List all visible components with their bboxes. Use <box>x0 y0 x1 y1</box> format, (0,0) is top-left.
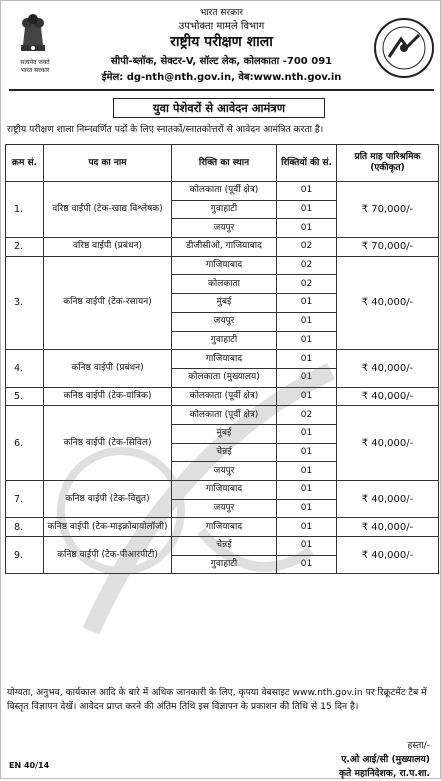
table-header-row <box>6 145 439 182</box>
table-row <box>6 256 439 275</box>
vacancy-location: गुवाहाटी <box>172 331 277 350</box>
vacancy-location: गुवाहाटी <box>172 200 277 219</box>
table-row <box>6 238 439 257</box>
table-row <box>6 182 439 201</box>
vacancy-count: 01 <box>277 499 337 518</box>
vacancy-location: गुवाहाटी <box>172 555 277 574</box>
col-header-location: रिक्ति का स्थान <box>172 145 277 182</box>
vacancy-count: 01 <box>277 182 337 201</box>
serial-number: 2. <box>6 238 44 257</box>
serial-number: 1. <box>6 182 44 238</box>
vacancy-count: 01 <box>277 481 337 500</box>
vacancy-count: 01 <box>277 555 337 574</box>
vacancy-count: 01 <box>277 200 337 219</box>
vacancy-table <box>5 144 439 574</box>
signature-block <box>339 739 430 781</box>
vacancy-count: 01 <box>277 424 337 443</box>
serial-number: 4. <box>6 350 44 387</box>
vacancy-location: गाजियाबाद <box>172 481 277 500</box>
monthly-remuneration: ₹ 40,000/- <box>337 256 439 349</box>
monthly-remuneration: ₹ 70,000/- <box>337 238 439 257</box>
col-header-post: पद का नाम <box>44 145 172 182</box>
monthly-remuneration: ₹ 40,000/- <box>337 387 439 406</box>
nth-seal-icon <box>373 17 435 79</box>
vacancy-count: 02 <box>277 256 337 275</box>
vacancy-count: 01 <box>277 443 337 462</box>
address-line: सीपी-ब्लॉक, सेक्टर-V, सॉल्ट लेक, कोलकाता -700 091 <box>110 56 333 67</box>
monthly-remuneration: ₹ 70,000/- <box>337 182 439 238</box>
contact-line: ईमेल: dg-nth@nth.gov.in, वेब:www.nth.gov.in <box>101 72 342 83</box>
vacancy-location: जयपुर <box>172 312 277 331</box>
vacancy-location: गाजियाबाद <box>172 256 277 275</box>
vacancy-count: 01 <box>277 387 337 406</box>
table-row <box>6 350 439 369</box>
vacancy-count: 01 <box>277 294 337 313</box>
vacancy-table-body <box>6 182 439 574</box>
vacancy-location: कोलकाता <box>172 275 277 294</box>
vacancy-count: 01 <box>277 537 337 556</box>
table-row <box>6 406 439 425</box>
header <box>1 1 441 93</box>
post-name: कनिष्ठ वाईपी (टेक-सिविल) <box>44 406 172 481</box>
serial-number: 3. <box>6 256 44 349</box>
vacancy-count: 02 <box>277 406 337 425</box>
vacancy-location: कोलकाता (पूर्वी क्षेत्र) <box>172 406 277 425</box>
vacancy-location: कोलकाता (पूर्वी क्षेत्र) <box>172 182 277 201</box>
col-header-pay: प्रति माह पारिश्रमिक (एकीकृत) <box>337 145 439 182</box>
vacancy-location: गाजियाबाद <box>172 350 277 369</box>
post-name: कनिष्ठ वाईपी (प्रबंधन) <box>44 350 172 387</box>
vacancy-location: कोलकाता (मुख्यालय) <box>172 368 277 387</box>
monthly-remuneration: ₹ 40,000/- <box>337 350 439 387</box>
vacancy-location: मुंबई <box>172 424 277 443</box>
organization-name: राष्ट्रीय परीक्षण शाला <box>170 34 273 50</box>
post-name: कनिष्ठ वाईपी (टेक-माइक्रोबायोलॉजी) <box>44 518 172 537</box>
post-name: वरिष्ठ वाईपी (टेक-खाद्य विश्लेषक) <box>44 182 172 238</box>
signatory-designation: ए.ओ आई/सी (मुख्यालय) <box>341 754 430 765</box>
vacancy-count: 01 <box>277 518 337 537</box>
vacancy-location: मुंबई <box>172 294 277 313</box>
post-name: कनिष्ठ वाईपी (टेक-यांत्रिक) <box>44 387 172 406</box>
serial-number: 9. <box>6 537 44 574</box>
vacancy-location: जयपुर <box>172 499 277 518</box>
col-header-sno: क्रम सं. <box>6 145 44 182</box>
table-row <box>6 387 439 406</box>
vacancy-location: जयपुर <box>172 219 277 238</box>
monthly-remuneration: ₹ 40,000/- <box>337 406 439 481</box>
serial-number: 5. <box>6 387 44 406</box>
header-divider <box>9 89 434 91</box>
vacancy-count: 01 <box>277 312 337 331</box>
signatory-office: कृते महानिदेशक, रा.प.शा. <box>338 768 430 779</box>
post-name: कनिष्ठ वाईपी (टेक-रसायन) <box>44 256 172 349</box>
post-name: वरिष्ठ वाईपी (प्रबंधन) <box>44 238 172 257</box>
col-header-count: रिक्तियों की सं. <box>277 145 337 182</box>
vacancy-count: 01 <box>277 368 337 387</box>
vacancy-count: 01 <box>277 331 337 350</box>
vacancy-count: 02 <box>277 275 337 294</box>
emblem-caption: सत्यमेव जयते भारत सरकार <box>20 59 50 74</box>
vacancy-location: कोलकाता (पूर्वी क्षेत्र) <box>172 387 277 406</box>
post-name: कनिष्ठ वाईपी (टेक-पीआरपीटी) <box>44 537 172 574</box>
post-name: कनिष्ठ वाईपी (टेक-विद्युत) <box>44 481 172 518</box>
table-row <box>6 481 439 500</box>
serial-number: 8. <box>6 518 44 537</box>
vacancy-location: गाजियाबाद <box>172 518 277 537</box>
table-row <box>6 537 439 556</box>
vacancy-location: जयपुर <box>172 462 277 481</box>
department-line: उपभोक्ता मामले विभाग <box>178 21 265 32</box>
table-row <box>6 518 439 537</box>
vacancy-count: 01 <box>277 462 337 481</box>
footer-note: योग्यता, अनुभव, कार्यकाल आदि के बारे में अधिक जानकारी के लिए, कृपया वेबसाइट www.nth.gov.in पर रिक्रूटमेंट टैब में विस्तृत विज्ञापन देखें। आवेदन प्राप्त करने की अंतिम तिथि इस विज्ञापन के प्रकाशन की तिथि से 15 दिन है। <box>7 687 427 712</box>
advertisement-code: EN 40/14 <box>9 761 50 770</box>
signature-line: हस्ता/- <box>407 740 430 751</box>
govt-line: भारत सरकार <box>199 8 244 18</box>
vacancy-count: 02 <box>277 238 337 257</box>
vacancy-location: डीजीसीओ, गाजियाबाद <box>172 238 277 257</box>
vacancy-count: 01 <box>277 350 337 369</box>
serial-number: 7. <box>6 481 44 518</box>
notice-title: युवा पेशेवरों से आवेदन आमंत्रण <box>113 98 325 118</box>
serial-number: 6. <box>6 406 44 481</box>
vacancy-location: चेन्नई <box>172 443 277 462</box>
monthly-remuneration: ₹ 40,000/- <box>337 481 439 518</box>
monthly-remuneration: ₹ 40,000/- <box>337 537 439 574</box>
vacancy-location: चेन्नई <box>172 537 277 556</box>
intro-text: राष्ट्रीय परीक्षण शाला निम्नवर्णित पदों के लिए स्नातकों/स्नातकोत्तरों से आवेदन आमंत्रित करता है। <box>7 124 324 135</box>
monthly-remuneration: ₹ 40,000/- <box>337 518 439 537</box>
vacancy-count: 01 <box>277 219 337 238</box>
